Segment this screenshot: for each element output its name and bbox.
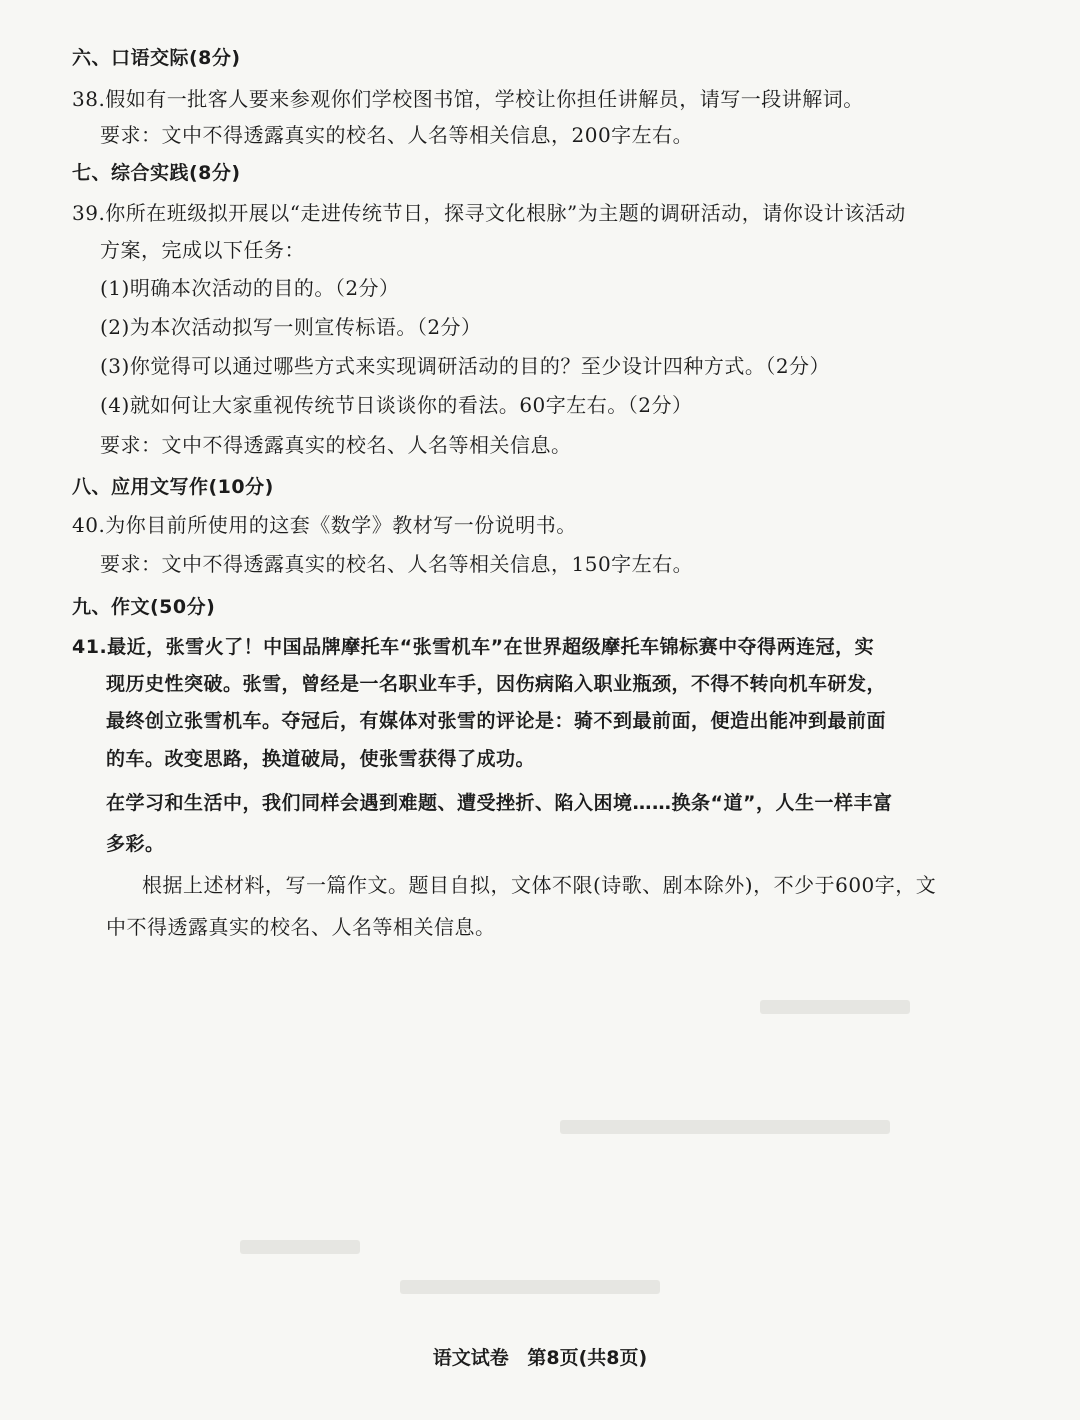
question-38-requirement: 要求：文中不得透露真实的校名、人名等相关信息，200字左右。	[100, 123, 694, 147]
question-41-line-1: 41.最近，张雪火了！中国品牌摩托车“张雪机车”在世界超级摩托车锦标赛中夺得两连冠，实	[72, 636, 875, 658]
section-heading-oral-communication: 六、口语交际(8分)	[72, 47, 241, 69]
essay-material-paragraph-2-line-2: 多彩。	[106, 833, 165, 855]
bleed-through-mark	[400, 1280, 660, 1294]
bleed-through-mark	[760, 1000, 910, 1014]
footer-page-number: 第8页(共8页)	[527, 1347, 648, 1369]
question-40-requirement: 要求：文中不得透露真实的校名、人名等相关信息，150字左右。	[100, 552, 694, 576]
footer-subject: 语文试卷	[432, 1347, 509, 1369]
question-41-line-3: 最终创立张雪机车。夺冠后，有媒体对张雪的评论是：骑不到最前面，便造出能冲到最前面	[106, 710, 887, 732]
bleed-through-mark	[560, 1120, 890, 1134]
bleed-through-mark	[240, 1240, 360, 1254]
question-38: 38.假如有一批客人要来参观你们学校图书馆，学校让你担任讲解员，请写一段讲解词。	[72, 87, 864, 111]
question-39-task-1: (1)明确本次活动的目的。（2分）	[100, 276, 400, 300]
question-39-task-3: (3)你觉得可以通过哪些方式来实现调研活动的目的？至少设计四种方式。（2分）	[100, 354, 831, 378]
page-footer	[0, 1344, 1080, 1372]
section-heading-practical-writing: 八、应用文写作(10分)	[72, 476, 274, 498]
question-40: 40.为你目前所使用的这套《数学》教材写一份说明书。	[72, 513, 577, 537]
essay-material-paragraph-2-line-1: 在学习和生活中，我们同样会遇到难题、遭受挫折、陷入困境……换条“道”，人生一样丰富	[106, 792, 893, 814]
question-39-requirement: 要求：文中不得透露真实的校名、人名等相关信息。	[100, 433, 572, 457]
question-39-line-2: 方案，完成以下任务：	[100, 238, 305, 262]
section-heading-essay: 九、作文(50分)	[72, 596, 216, 618]
question-39-task-2: (2)为本次活动拟写一则宣传标语。（2分）	[100, 315, 482, 339]
question-39-line-1: 39.你所在班级拟开展以“走进传统节日，探寻文化根脉”为主题的调研活动，请你设计该活动	[72, 201, 906, 225]
question-41-line-2: 现历史性突破。张雪，曾经是一名职业车手，因伤病陷入职业瓶颈，不得不转向机车研发，	[106, 673, 887, 695]
essay-instructions-line-1: 根据上述材料，写一篇作文。题目自拟，文体不限(诗歌、剧本除外)，不少于600字，文	[142, 873, 937, 897]
essay-instructions-line-2: 中不得透露真实的校名、人名等相关信息。	[106, 915, 496, 939]
section-heading-comprehensive-practice: 七、综合实践(8分)	[72, 162, 241, 184]
question-41-line-4: 的车。改变思路，换道破局，使张雪获得了成功。	[106, 748, 536, 770]
question-39-task-4: (4)就如何让大家重视传统节日谈谈你的看法。60字左右。（2分）	[100, 393, 693, 417]
